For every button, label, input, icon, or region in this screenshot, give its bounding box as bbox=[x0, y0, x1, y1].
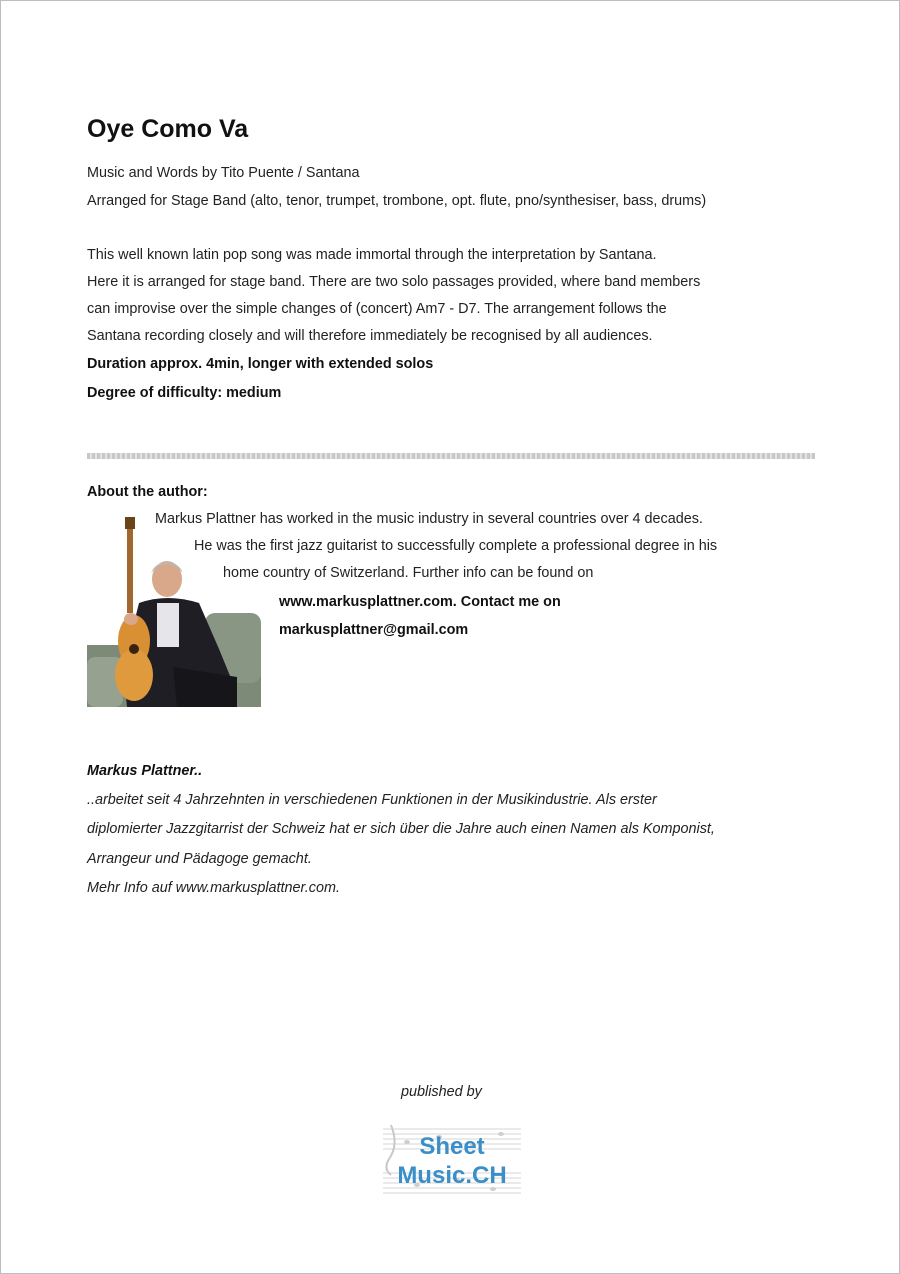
german-heading: Markus Plattner.. bbox=[87, 763, 203, 779]
description-line: Santana recording closely and will therefore immediately be recognised by all audiences. bbox=[87, 328, 653, 344]
published-by: published by bbox=[401, 1084, 482, 1100]
description-line: can improvise over the simple changes of (concert) Am7 - D7. The arrangement follows the bbox=[87, 301, 667, 317]
duration-line: Duration approx. 4min, longer with extended solos bbox=[87, 356, 434, 372]
difficulty-line: Degree of difficulty: medium bbox=[87, 385, 282, 401]
publisher-logo bbox=[377, 1115, 527, 1211]
author-contact-line: www.markusplattner.com. Contact me on bbox=[279, 594, 561, 610]
description-line: This well known latin pop song was made immortal through the interpretation by Santana. bbox=[87, 247, 657, 263]
author-heading: About the author: bbox=[87, 484, 208, 500]
logo-text-sheet: Sheet bbox=[419, 1133, 485, 1160]
german-bio-line: diplomierter Jazzgitarrist der Schweiz hat er sich über die Jahre auch einen Namen als Komponist, bbox=[87, 821, 715, 837]
logo-text-music-ch: Music.CH bbox=[397, 1162, 507, 1189]
description-line: Here it is arranged for stage band. There are two solo passages provided, where band members bbox=[87, 274, 701, 290]
credits-line: Music and Words by Tito Puente / Santana bbox=[87, 165, 360, 181]
german-bio-line: Mehr Info auf www.markusplattner.com. bbox=[87, 880, 340, 896]
german-bio-line: Arrangeur und Pädagoge gemacht. bbox=[87, 851, 312, 867]
author-bio-line: home country of Switzerland. Further info can be found on bbox=[223, 565, 594, 581]
section-divider bbox=[87, 453, 815, 459]
author-email: markusplattner@gmail.com bbox=[279, 622, 469, 638]
song-title: Oye Como Va bbox=[87, 115, 249, 143]
german-bio-line: ..arbeitet seit 4 Jahrzehnten in verschiedenen Funktionen in der Musikindustrie. Als erster bbox=[87, 792, 657, 808]
author-bio-line: Markus Plattner has worked in the music industry in several countries over 4 decades. bbox=[155, 511, 703, 527]
author-bio-line: He was the first jazz guitarist to successfully complete a professional degree in his bbox=[194, 538, 718, 554]
arrangement-line: Arranged for Stage Band (alto, tenor, trumpet, trombone, opt. flute, pno/synthesiser, bass, drums) bbox=[87, 193, 707, 209]
